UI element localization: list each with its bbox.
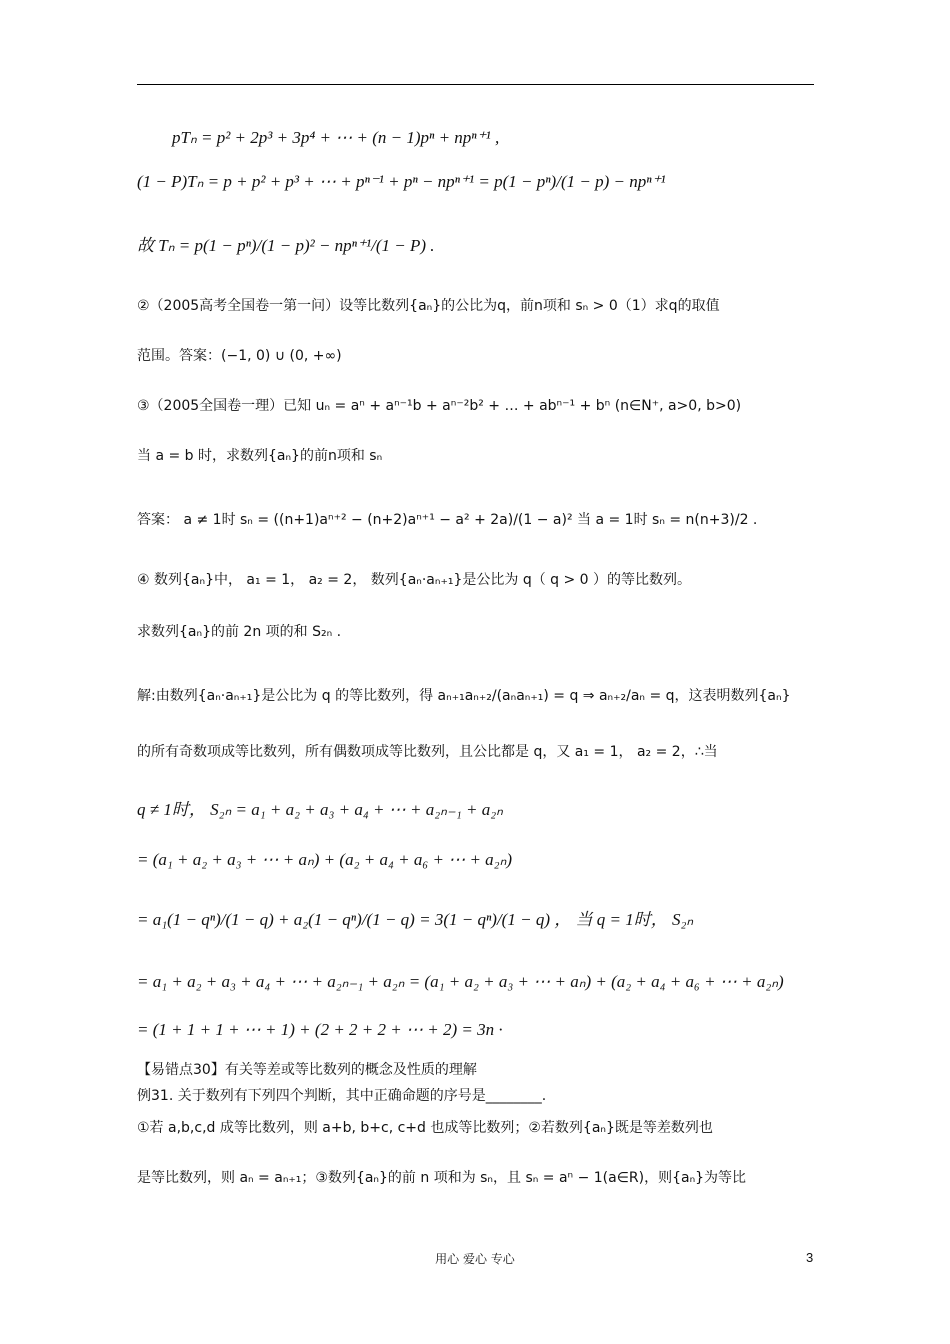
text-line: 的所有奇数项成等比数列，所有偶数项成等比数列，且公比都是 q，又 a₁ = 1， a₂ = 2，∴当 <box>137 744 718 760</box>
text-line: = (a₁ + a₂ + a₃ + ⋯ + aₙ) + (a₂ + a₄ + a₆ + ⋯ + a₂ₙ) <box>137 850 513 869</box>
footer-text: 用心 爱心 专心 <box>435 1252 515 1266</box>
text-line: = (1 + 1 + 1 + ⋯ + 1) + (2 + 2 + 2 + ⋯ + 2) = 3n · <box>137 1020 503 1039</box>
text-line: = a₁(1 − qⁿ)/(1 − q) + a₂(1 − qⁿ)/(1 − q) = 3(1 − qⁿ)/(1 − q) ， 当 q = 1时， S₂ₙ <box>137 910 694 929</box>
text-line: 范围。答案：(−1, 0) ∪ (0, +∞) <box>137 348 342 364</box>
text-line: 当 a = b 时，求数列{aₙ}的前n项和 sₙ <box>137 448 383 464</box>
page-number: 3 <box>806 1250 814 1265</box>
text-line: = a₁ + a₂ + a₃ + a₄ + ⋯ + a₂ₙ₋₁ + a₂ₙ = (a₁ + a₂ + a₃ + ⋯ + aₙ) + (a₂ + a₄ + a₆ + ⋯ + a₂ₙ) <box>137 972 784 991</box>
text-line: (1 − P)Tₙ = p + p² + p³ + ⋯ + pⁿ⁻¹ + pⁿ − npⁿ⁺¹ = p(1 − pⁿ)/(1 − p) − npⁿ⁺¹ <box>137 172 666 191</box>
text-line: 解:由数列{aₙ·aₙ₊₁}是公比为 q 的等比数列，得 aₙ₊₁aₙ₊₂/(aₙaₙ₊₁) = q ⇒ aₙ₊₂/aₙ = q，这表明数列{aₙ} <box>137 688 791 704</box>
text-line: 是等比数列，则 aₙ = aₙ₊₁；③数列{aₙ}的前 n 项和为 sₙ，且 sₙ = aⁿ − 1(a∈R)，则{aₙ}为等比 <box>137 1170 747 1186</box>
header-rule <box>137 84 814 85</box>
text-line: 答案： a ≠ 1时 sₙ = ((n+1)aⁿ⁺² − (n+2)aⁿ⁺¹ − a² + 2a)/(1 − a)² 当 a = 1时 sₙ = n(n+3)/2 . <box>137 512 758 528</box>
text-line: 求数列{aₙ}的前 2n 项的和 S₂ₙ . <box>137 624 342 640</box>
text-line: 【易错点30】有关等差或等比数列的概念及性质的理解 <box>137 1062 477 1078</box>
text-line: ④ 数列{aₙ}中， a₁ = 1， a₂ = 2， 数列{aₙ·aₙ₊₁}是公比为 q（ q > 0 ）的等比数列。 <box>137 572 692 588</box>
text-line: pTₙ = p² + 2p³ + 3p⁴ + ⋯ + (n − 1)pⁿ + npⁿ⁺¹ , <box>172 128 500 147</box>
text-line: 例31. 关于数列有下列四个判断，其中正确命题的序号是________. <box>137 1088 547 1104</box>
text-line: ②（2005高考全国卷一第一问）设等比数列{aₙ}的公比为q，前n项和 sₙ > 0（1）求q的取值 <box>137 298 720 314</box>
text-line: ③（2005全国卷一理）已知 uₙ = aⁿ + aⁿ⁻¹b + aⁿ⁻²b² + … + abⁿ⁻¹ + bⁿ (n∈N⁺, a>0, b>0) <box>137 398 742 414</box>
text-line: 故 Tₙ = p(1 − pⁿ)/(1 − p)² − npⁿ⁺¹/(1 − P) . <box>137 236 435 255</box>
text-line: ①若 a,b,c,d 成等比数列，则 a+b, b+c, c+d 也成等比数列；②若数列{aₙ}既是等差数列也 <box>137 1120 713 1136</box>
text-line: q ≠ 1时， S₂ₙ = a₁ + a₂ + a₃ + a₄ + ⋯ + a₂ₙ₋₁ + a₂ₙ <box>137 800 503 819</box>
